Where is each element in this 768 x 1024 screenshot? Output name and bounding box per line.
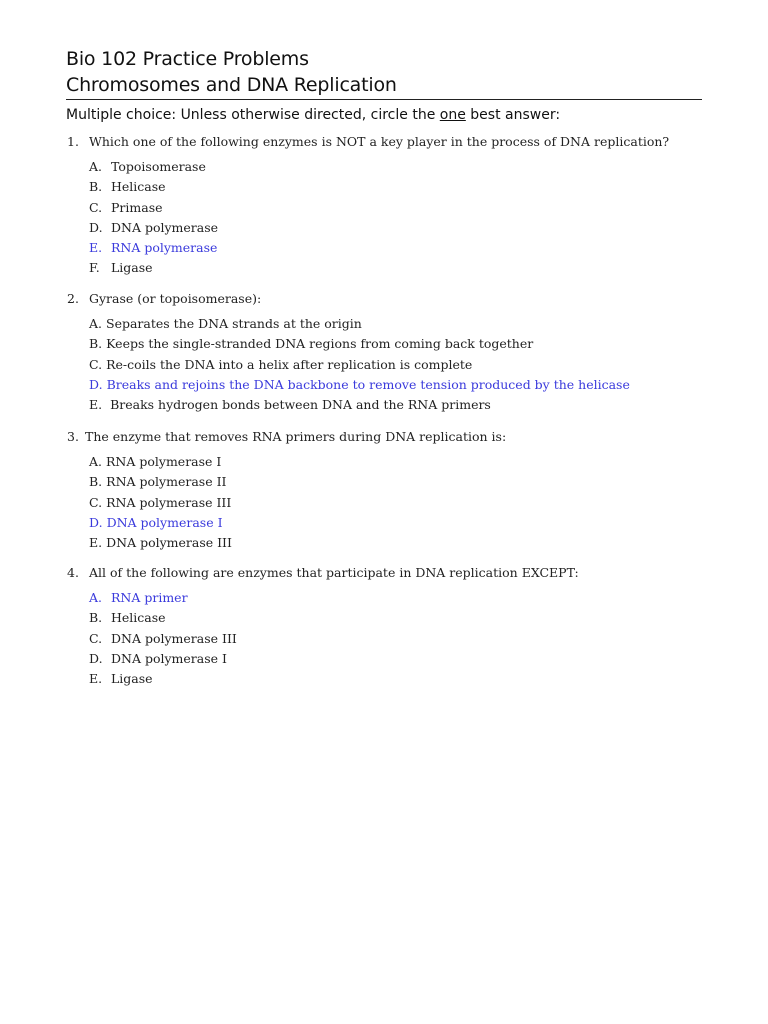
answer-option[interactable]	[89, 608, 579, 628]
answer-option[interactable]	[89, 493, 506, 513]
option-letter: B.	[89, 336, 103, 352]
instructions-prefix: Multiple choice: Unless otherwise directed, circle the	[66, 107, 440, 123]
option-letter: E.	[89, 671, 103, 687]
option-letter: A.	[89, 590, 103, 605]
instructions	[66, 105, 560, 125]
answer-option[interactable]	[89, 198, 669, 218]
answer-options	[67, 314, 630, 415]
option-text: DNA polymerase III	[111, 630, 237, 646]
option-letter: C.	[89, 630, 103, 646]
option-letter: B.	[89, 179, 103, 195]
question-stem	[67, 290, 630, 308]
question-text: All of the following are enzymes that participate in DNA replication EXCEPT:	[89, 565, 579, 580]
option-letter: C.	[89, 199, 103, 215]
document-subtitle: Chromosomes and DNA Replication	[66, 74, 397, 96]
option-text: Helicase	[111, 179, 166, 195]
answer-option[interactable]	[89, 533, 506, 553]
question-number: 1.	[67, 134, 79, 149]
option-text: Topoisomerase	[111, 159, 206, 174]
answer-options	[67, 588, 579, 689]
option-letter: B.	[89, 474, 103, 490]
question-number: 2.	[67, 291, 79, 306]
option-letter: F.	[89, 260, 100, 276]
question-text: The enzyme that removes RNA primers during DNA replication is:	[85, 429, 507, 444]
option-letter: D.	[89, 219, 103, 235]
answer-option[interactable]	[89, 649, 579, 669]
option-letter: C.	[89, 494, 103, 510]
option-text: DNA polymerase III	[106, 535, 232, 551]
document-header	[66, 46, 702, 100]
option-text: Re-coils the DNA into a helix after replication is complete	[106, 356, 473, 372]
answer-option[interactable]	[89, 157, 669, 177]
question-number: 4.	[67, 565, 79, 580]
option-letter: A.	[89, 316, 103, 331]
answer-option[interactable]	[89, 177, 669, 197]
question-stem	[67, 133, 669, 151]
option-letter: A.	[89, 159, 103, 174]
document-title: Bio 102 Practice Problems	[66, 48, 309, 70]
answer-option[interactable]	[89, 669, 579, 689]
question-1	[67, 133, 669, 279]
answer-option-highlighted[interactable]	[89, 375, 630, 395]
question-2	[67, 290, 630, 415]
question-number: 3.	[67, 429, 79, 444]
option-text: Breaks and rejoins the DNA backbone to remove tension produced by the helicase	[106, 376, 630, 392]
answer-option[interactable]	[89, 355, 630, 375]
option-text: DNA polymerase I	[111, 650, 227, 666]
option-text: Breaks hydrogen bonds between DNA and the RNA primers	[106, 397, 491, 413]
answer-option[interactable]	[89, 472, 506, 492]
answer-option[interactable]	[89, 218, 669, 238]
answer-option[interactable]	[89, 452, 506, 472]
option-letter: D.	[89, 650, 103, 666]
question-text: Which one of the following enzymes is NOT a key player in the process of DNA replication?	[89, 134, 670, 149]
answer-option[interactable]	[89, 314, 630, 334]
instructions-suffix: best answer:	[465, 107, 561, 123]
question-stem	[67, 564, 579, 582]
answer-option[interactable]	[89, 629, 579, 649]
option-letter: E.	[89, 240, 103, 256]
option-text: DNA polymerase	[111, 219, 219, 235]
answer-option[interactable]	[89, 334, 630, 354]
option-text: DNA polymerase I	[106, 514, 223, 530]
question-3	[67, 428, 506, 553]
option-letter: D.	[89, 376, 103, 392]
option-text: RNA polymerase	[111, 240, 218, 256]
answer-option-highlighted[interactable]	[89, 513, 506, 533]
option-text: Primase	[111, 199, 163, 215]
option-letter: E.	[89, 397, 103, 413]
question-text: Gyrase (or topoisomerase):	[89, 291, 262, 306]
option-text: Ligase	[111, 260, 153, 276]
option-text: Keeps the single-stranded DNA regions from coming back together	[106, 336, 534, 352]
option-text: RNA primer	[111, 590, 188, 605]
answer-options	[67, 452, 506, 553]
option-text: Helicase	[111, 610, 166, 626]
option-text: RNA polymerase II	[106, 474, 227, 490]
option-letter: A.	[89, 454, 103, 469]
question-stem	[67, 428, 506, 446]
option-letter: B.	[89, 610, 103, 626]
option-text: RNA polymerase III	[106, 494, 232, 510]
option-letter: E.	[89, 535, 103, 551]
answer-option-highlighted[interactable]	[89, 238, 669, 258]
answer-option[interactable]	[89, 395, 630, 415]
instructions-underlined: one	[439, 107, 466, 123]
option-letter: D.	[89, 514, 103, 530]
option-text: Ligase	[111, 671, 153, 687]
answer-options	[67, 157, 669, 279]
option-text: RNA polymerase I	[106, 454, 222, 469]
answer-option[interactable]	[89, 258, 669, 278]
question-4	[67, 564, 579, 689]
answer-option-highlighted[interactable]	[89, 588, 579, 608]
option-text: Separates the DNA strands at the origin	[106, 316, 362, 331]
option-letter: C.	[89, 356, 103, 372]
